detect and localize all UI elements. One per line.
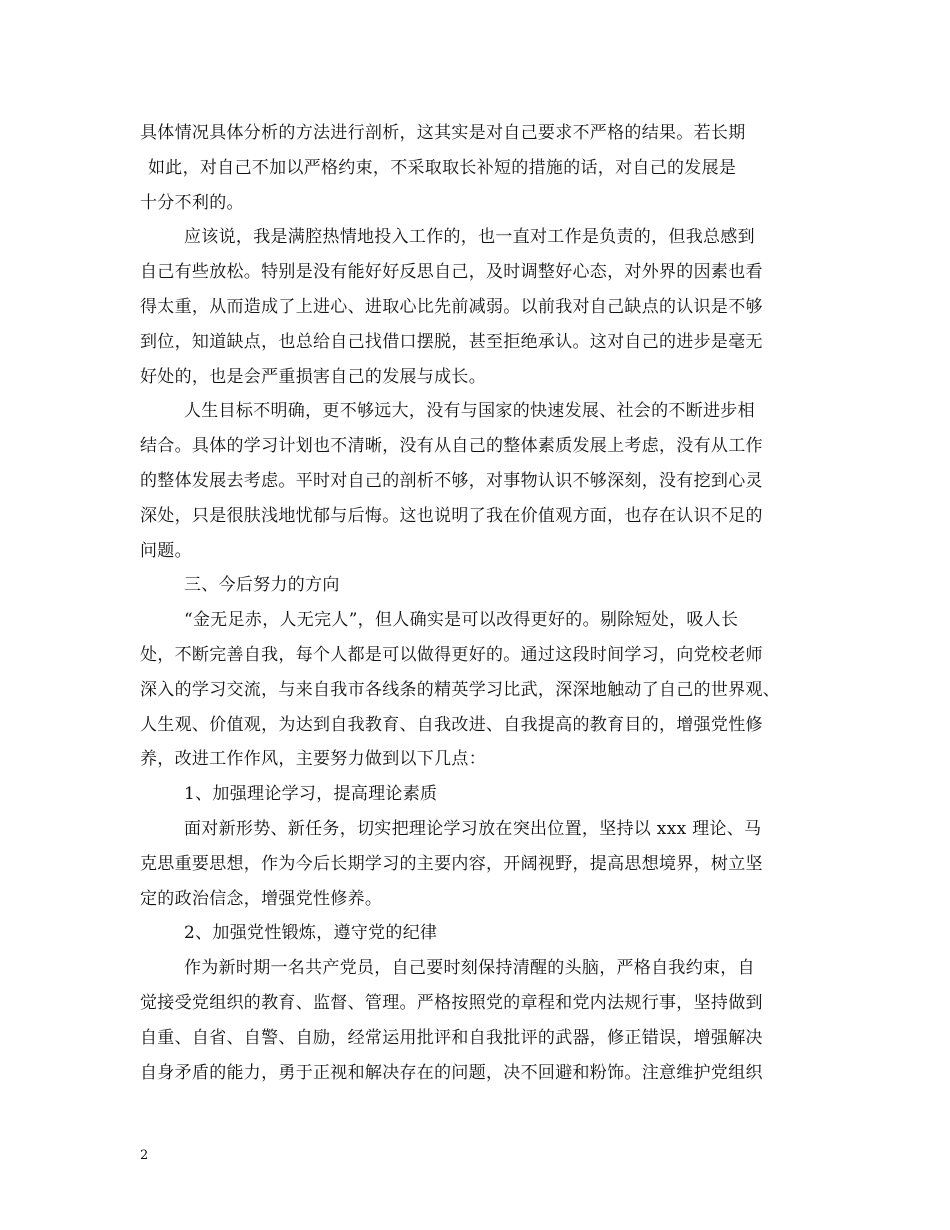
text-line: 1、加强理论学习，提高理论素质 xyxy=(184,784,438,805)
text-line: 处，不断完善自我，每个人都是可以做得更好的。通过这段时间学习，向党校老师 xyxy=(140,644,763,665)
text-line: 深处，只是很肤浅地忧郁与后悔。这也说明了我在价值观方面，也存在认识不足的 xyxy=(140,505,763,526)
text-line: 十分不利的。 xyxy=(140,192,244,213)
text-line: 问题。 xyxy=(140,540,192,561)
text-line: “金无足赤，人无完人”，但人确实是可以改得更好的。剔除短处，吸人长 xyxy=(184,610,739,631)
text-line: 三、今后努力的方向 xyxy=(184,575,340,596)
text-line: 的整体发展去考虑。平时对自己的剖析不够，对事物认识不够深刻，没有挖到心灵 xyxy=(140,470,763,491)
text-line: 觉接受党组织的教育、监督、管理。严格按照党的章程和党内法规行事，坚持做到 xyxy=(140,992,763,1013)
text-line: 应该说，我是满腔热情地投入工作的，也一直对工作是负责的，但我总感到 xyxy=(184,227,755,248)
text-line: 人生目标不明确，更不够远大，没有与国家的快速发展、社会的不断进步相 xyxy=(184,401,755,422)
text-line: 作为新时期一名共产党员，自己要时刻保持清醒的头脑，严格自我约束，自 xyxy=(184,958,755,979)
page-number: 2 xyxy=(140,1148,149,1163)
text-line: 具体情况具体分析的方法进行剖析，这其实是对自己要求不严格的结果。若长期 xyxy=(140,123,746,143)
text-line: 面对新形势、新任务，切实把理论学习放在突出位置，坚持以 xxx 理论、马 xyxy=(184,818,762,839)
text-line: 得太重，从而造成了上进心、进取心比先前减弱。以前我对自己缺点的认识是不够 xyxy=(140,296,763,317)
text-line: 到位，知道缺点，也总给自己找借口摆脱，甚至拒绝承认。这对自己的进步是毫无 xyxy=(140,331,763,352)
text-line: 养，改进工作作风，主要努力做到以下几点： xyxy=(140,749,486,770)
text-line: 自己有些放松。特别是没有能好好反思自己，及时调整好心态，对外界的因素也看 xyxy=(140,262,763,283)
text-line: 自重、自省、自警、自励，经常运用批评和自我批评的武器，修正错误，增强解决 xyxy=(140,1027,763,1048)
text-line: 结合。具体的学习计划也不清晰，没有从自己的整体素质发展上考虑，没有从工作 xyxy=(140,436,763,457)
body-text xyxy=(140,116,830,1090)
text-line: 克思重要思想，作为今后长期学习的主要内容，开阔视野，提高思想境界，树立坚 xyxy=(140,853,763,874)
text-line: 深入的学习交流，与来自我市各线条的精英学习比武，深深地触动了自己的世界观、 xyxy=(140,679,781,700)
text-line: 人生观、价值观，为达到自我教育、自我改进、自我提高的教育目的，增强党性修 xyxy=(140,714,763,735)
text-line: 自身矛盾的能力，勇于正视和解决存在的问题，决不回避和粉饰。注意维护党组织 xyxy=(140,1062,763,1083)
text-line: 如此，对自己不加以严格约束，不采取取长补短的措施的话，对自己的发展是 xyxy=(148,157,737,178)
text-line: 2、加强党性锻炼，遵守党的纪律 xyxy=(184,923,438,944)
text-line: 好处的，也是会严重损害自己的发展与成长。 xyxy=(140,366,486,387)
text-line: 定的政治信念，增强党性修养。 xyxy=(140,888,383,909)
